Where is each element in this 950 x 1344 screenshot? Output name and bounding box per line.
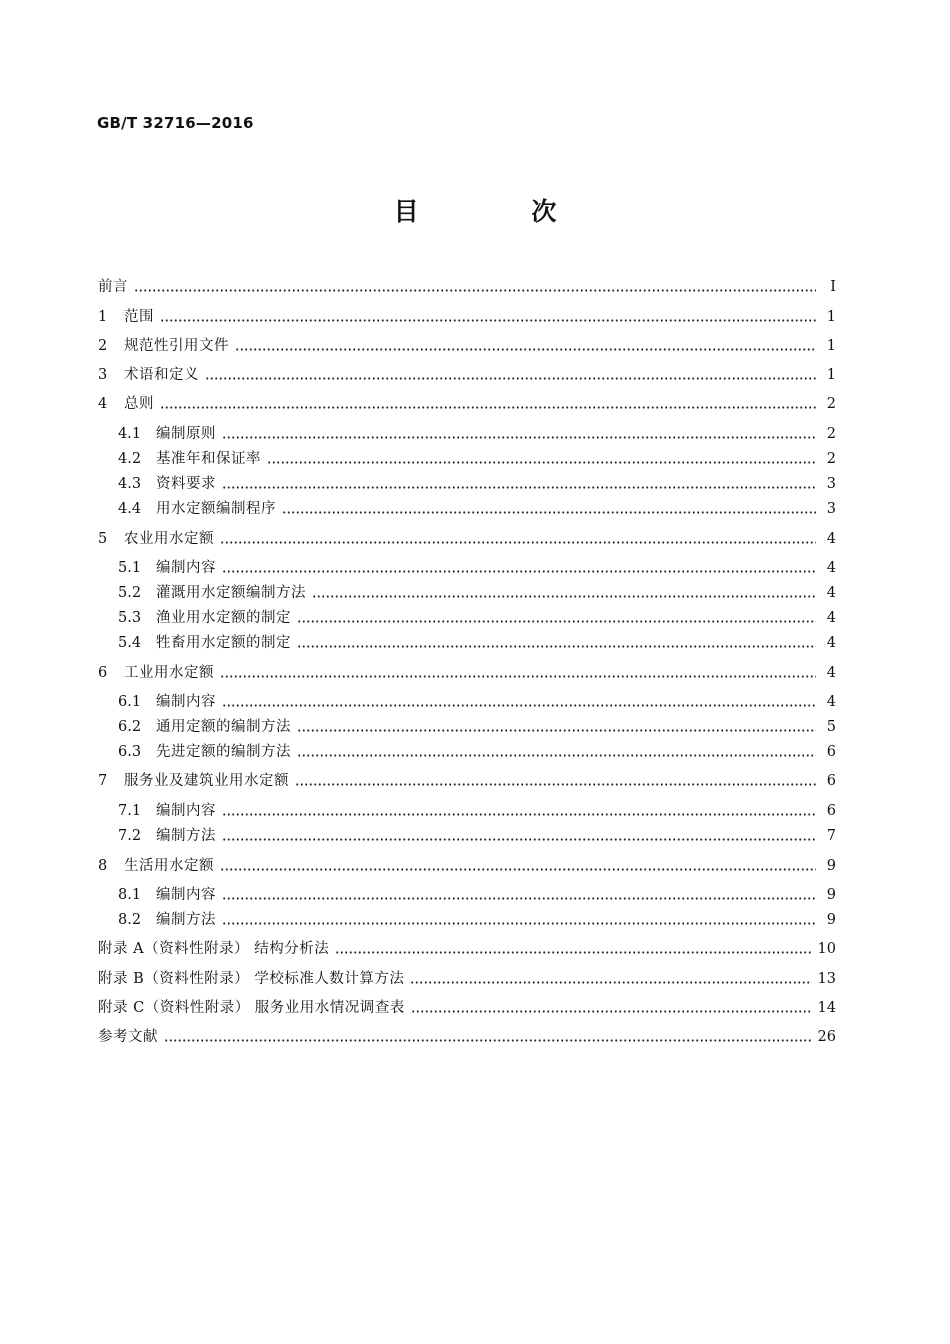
toc-entry-label: 编制内容 — [156, 560, 216, 576]
toc-entry[interactable] — [118, 907, 836, 929]
toc-entry[interactable] — [98, 362, 836, 384]
toc-leader-dots — [297, 729, 816, 732]
toc-entry-page: 4 — [826, 635, 836, 651]
toc-entry-label: 先进定额的编制方法 — [156, 744, 291, 760]
toc-entry-label: 范围 — [124, 309, 154, 325]
toc-leader-dots — [222, 813, 816, 816]
toc-entry-number: 5.4 — [118, 635, 142, 651]
toc-entry-number: 6 — [98, 665, 108, 681]
toc-entry-label: 基准年和保证率 — [156, 451, 261, 467]
toc-entry-page: 6 — [826, 803, 836, 819]
toc-leader-dots — [160, 319, 816, 322]
toc-entry-label: 渔业用水定额的制定 — [156, 610, 291, 626]
toc-leader-dots — [160, 406, 816, 409]
toc-entry[interactable] — [118, 689, 836, 711]
toc-entry-page: 2 — [826, 396, 836, 412]
toc-entry-page: 4 — [826, 531, 836, 547]
toc-entry[interactable] — [98, 1024, 836, 1046]
toc-entry-label: 服务业及建筑业用水定额 — [124, 773, 289, 789]
page-title: 目 次 — [393, 197, 609, 226]
toc-entry-page: 2 — [826, 451, 836, 467]
toc-leader-dots — [222, 486, 816, 489]
toc-leader-dots — [297, 645, 816, 648]
toc-entry-number: 7.2 — [118, 828, 142, 844]
toc-leader-dots — [222, 897, 816, 900]
toc-entry-page: 14 — [817, 1000, 836, 1016]
toc-leader-dots — [297, 620, 816, 623]
toc-entry-label: 通用定额的编制方法 — [156, 719, 291, 735]
toc-entry[interactable] — [98, 853, 836, 875]
toc-entry[interactable] — [118, 823, 836, 845]
toc-entry-page: 1 — [826, 367, 836, 383]
toc-leader-dots — [164, 1039, 812, 1042]
toc-leader-dots — [335, 951, 811, 954]
toc-entry-number: 3 — [98, 367, 108, 383]
toc-entry-number: 5.3 — [118, 610, 142, 626]
toc-entry[interactable] — [118, 739, 836, 761]
toc-leader-dots — [235, 348, 816, 351]
toc-entry[interactable] — [98, 768, 836, 790]
toc-entry-page: 4 — [826, 560, 836, 576]
toc-entry-number: 4 — [98, 396, 108, 412]
toc-entry[interactable] — [98, 274, 836, 296]
toc-leader-dots — [267, 461, 816, 464]
toc-entry-number: 2 — [98, 338, 108, 354]
toc-entry[interactable] — [98, 660, 836, 682]
toc-leader-dots — [134, 289, 816, 292]
toc-entry[interactable] — [98, 304, 836, 326]
toc-entry-label: 附录 B（资料性附录） 学校标准人数计算方法 — [98, 971, 405, 987]
toc-entry-number: 4.4 — [118, 501, 142, 517]
toc-entry-label: 规范性引用文件 — [124, 338, 229, 354]
toc-leader-dots — [222, 436, 816, 439]
toc-entry[interactable] — [118, 471, 836, 493]
toc-entry-page: 3 — [826, 501, 836, 517]
toc-entry-page: 4 — [826, 665, 836, 681]
toc-entry-label: 编制原则 — [156, 426, 216, 442]
toc-entry[interactable] — [98, 333, 836, 355]
toc-leader-dots — [410, 981, 811, 984]
toc-entry-label: 附录 A（资料性附录） 结构分析法 — [98, 941, 330, 957]
toc-entry[interactable] — [118, 630, 836, 652]
toc-entry[interactable] — [98, 526, 836, 548]
toc-entry-label: 用水定额编制程序 — [156, 501, 276, 517]
toc-leader-dots — [297, 754, 816, 757]
toc-entry-number: 4.2 — [118, 451, 142, 467]
toc-entry-label: 术语和定义 — [124, 367, 199, 383]
toc-leader-dots — [205, 377, 816, 380]
toc-leader-dots — [220, 868, 816, 871]
toc-entry-label: 编制方法 — [156, 912, 216, 928]
toc-entry[interactable] — [118, 421, 836, 443]
toc-entry-label: 编制内容 — [156, 694, 216, 710]
toc-entry[interactable] — [98, 995, 836, 1017]
toc-entry-label: 参考文献 — [98, 1029, 158, 1045]
toc-leader-dots — [220, 541, 816, 544]
toc-entry-page: 3 — [826, 476, 836, 492]
toc-leader-dots — [411, 1010, 812, 1013]
toc-entry-label: 前言 — [98, 279, 128, 295]
toc-entry-number: 4.1 — [118, 426, 142, 442]
toc-entry-number: 6.2 — [118, 719, 142, 735]
toc-entry-number: 8.1 — [118, 887, 142, 903]
toc-entry-page: 9 — [826, 887, 836, 903]
toc-entry-page: 4 — [826, 694, 836, 710]
toc-entry[interactable] — [118, 555, 836, 577]
toc-entry-number: 4.3 — [118, 476, 142, 492]
toc-entry-page: 5 — [826, 719, 836, 735]
toc-entry-number: 6.3 — [118, 744, 142, 760]
toc-entry-label: 资料要求 — [156, 476, 216, 492]
toc-entry-page: 10 — [817, 941, 836, 957]
toc-entry-number: 5.1 — [118, 560, 142, 576]
toc-entry-page: 26 — [817, 1029, 836, 1045]
toc-leader-dots — [312, 595, 816, 598]
toc-entry-page: 2 — [826, 426, 836, 442]
toc-entry-page: 6 — [826, 773, 836, 789]
toc-entry-page: 9 — [826, 912, 836, 928]
toc-entry[interactable] — [118, 798, 836, 820]
toc-entry[interactable] — [118, 496, 836, 518]
toc-entry-number: 8 — [98, 858, 108, 874]
toc-leader-dots — [222, 570, 816, 573]
toc-leader-dots — [222, 838, 816, 841]
toc-entry-label: 生活用水定额 — [124, 858, 214, 874]
toc-entry-label: 附录 C（资料性附录） 服务业用水情况调查表 — [98, 1000, 405, 1016]
toc-entry[interactable] — [118, 446, 836, 468]
toc-entry[interactable] — [98, 936, 836, 958]
toc-entry-label: 农业用水定额 — [124, 531, 214, 547]
toc-leader-dots — [220, 675, 816, 678]
toc-entry-label: 编制方法 — [156, 828, 216, 844]
toc-leader-dots — [222, 922, 816, 925]
toc-entry-label: 总则 — [124, 396, 154, 412]
toc-entry[interactable] — [118, 882, 836, 904]
toc-entry-page: 7 — [826, 828, 836, 844]
toc-entry-label: 灌溉用水定额编制方法 — [156, 585, 306, 601]
toc-entry-page: 1 — [826, 338, 836, 354]
toc-entry-label: 工业用水定额 — [124, 665, 214, 681]
toc-entry-page: 9 — [826, 858, 836, 874]
toc-entry-number: 5 — [98, 531, 108, 547]
toc-entry-label: 编制内容 — [156, 803, 216, 819]
toc-entry[interactable] — [118, 714, 836, 736]
toc-entry-page: Ⅰ — [830, 279, 836, 295]
toc-entry-number: 1 — [98, 309, 108, 325]
toc-entry-page: 13 — [817, 971, 836, 987]
toc-entry-number: 8.2 — [118, 912, 142, 928]
toc-entry-number: 5.2 — [118, 585, 142, 601]
toc-entry-number: 7 — [98, 773, 108, 789]
toc-entry-label: 编制内容 — [156, 887, 216, 903]
toc-entry-number: 6.1 — [118, 694, 142, 710]
toc-entry-page: 6 — [826, 744, 836, 760]
toc-entry-page: 4 — [826, 585, 836, 601]
toc-leader-dots — [282, 511, 816, 514]
toc-leader-dots — [222, 704, 816, 707]
toc-entry[interactable] — [118, 580, 836, 602]
toc-entry-label: 牲畜用水定额的制定 — [156, 635, 291, 651]
toc-leader-dots — [295, 783, 816, 786]
toc-entry[interactable] — [118, 605, 836, 627]
toc-entry-page: 4 — [826, 610, 836, 626]
toc-entry[interactable] — [98, 966, 836, 988]
toc-entry[interactable] — [98, 391, 836, 413]
toc-entry-number: 7.1 — [118, 803, 142, 819]
toc-entry-page: 1 — [826, 309, 836, 325]
standard-code: GB/T 32716—2016 — [97, 114, 254, 132]
